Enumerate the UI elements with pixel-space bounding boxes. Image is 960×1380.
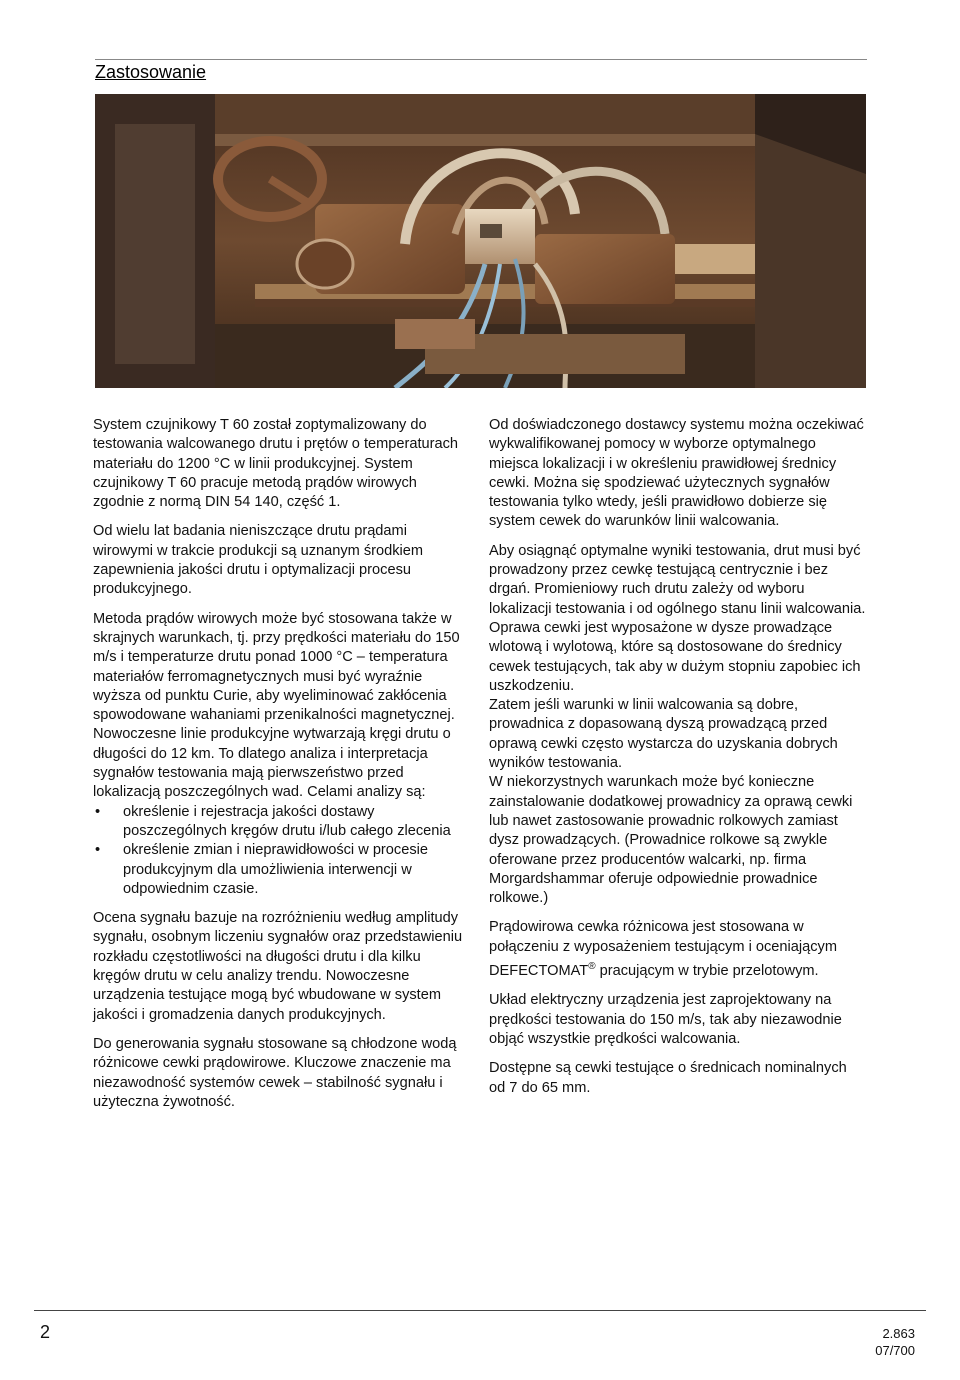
registered-mark: ® xyxy=(588,961,596,973)
industrial-eddy-current-sensor-photo-icon xyxy=(95,94,866,388)
paragraph: W niekorzystnych warunkach może być konieczne zainstalowanie dodatkowej prowadnicy za oprawą cewki lub nawet zastosowanie prowadnic rolkowych zamiast dysz prowadzących. (Prowadnice rolkowe są zwykle oferowane przez producentów walcarki, np. firma Morgardshammar oferuje odpowiednie prowadnice rolkowe.) xyxy=(489,774,853,907)
paragraph: System czujnikowy T 60 został zoptymalizowany do testowania walcowanego drutu i prętów o temperaturach materiału do 1200 °C w linii produkcyjnej. System czujnikowy T 60 pracuje metodą prądów wirowych zgodnie z normą DIN 54 140, część 1. xyxy=(93,417,459,511)
page-number: 2 xyxy=(40,1322,51,1342)
paragraph: Metoda prądów wirowych może być stosowana także w skrajnych warunkach, tj. przy prędkości materiału do 150 m/s i temperaturze drutu ponad 1000 °C – temperatura materiałów ferromagnetycznych musi być wyraźnie wyższa od punktu Curie, aby wyeliminować zakłócenia spowodowane wahaniami przenikalności magnetycznej. xyxy=(93,610,460,724)
paragraph-text: Prądowirowa cewka różnicowa jest stosowana w połączeniu z wyposażeniem testującym i oceniającym DEFECTOMAT xyxy=(489,919,837,980)
list-item xyxy=(93,841,463,899)
page-title: Zastosowanie xyxy=(95,62,207,82)
paragraph: Dostępne są cewki testujące o średnicach nominalnych od 7 do 65 mm. xyxy=(489,1060,847,1096)
right-column xyxy=(489,416,867,1108)
paragraph: Zatem jeśli warunki w linii walcowania są dobre, prowadnica z dopasowaną dyszą prowadzącą przed oprawą cewki często wystarcza do uzyskania dobrych wyników testowania. xyxy=(489,697,838,772)
document-code-line: 07/700 xyxy=(875,1343,915,1358)
analysis-goals-list xyxy=(93,803,463,899)
paragraph xyxy=(489,918,867,981)
document-code-line: 2.863 xyxy=(882,1326,915,1341)
paragraph: Układ elektryczny urządzenia jest zaprojektowany na prędkości testowania do 150 m/s, tak aby niezawodnie objąć wszystkie prędkości walcowania. xyxy=(489,992,842,1047)
bullet-icon: • xyxy=(95,803,101,820)
list-item-text: określenie zmian i nieprawidłowości w procesie produkcyjnym dla umożliwienia interwencji w odpowiednim czasie. xyxy=(123,842,428,897)
bottom-rule xyxy=(34,1310,926,1311)
paragraph: Aby osiągnąć optymalne wyniki testowania, drut musi być prowadzony przez cewkę testującą centrycznie i bez drgań. Promieniowy ruch drutu zależy od wyboru lokalizacji testowania i od ogólnego stanu linii walcowania. Oprawa cewki jest wyposażone w dysze prowadzące wlotową i wylotową, które są dostosowane do średnicy cewek testujących, tak aby w dużym stopniu zapobiec ich uszkodzeniu. xyxy=(489,542,866,694)
paragraph: Od doświadczonego dostawcy systemu można oczekiwać wykwalifikowanej pomocy w wyborze optymalnego miejsca lokalizacji i w określeniu prawidłowej średnicy cewki. Można się spodziewać użytecznych sygnałów testowania tylko wtedy, jeśli prawidłowo dobierze się system cewek do warunków linii walcowania. xyxy=(489,417,864,530)
industrial-sensor-photo xyxy=(95,94,866,388)
bullet-icon: • xyxy=(95,842,101,859)
paragraph: Ocena sygnału bazuje na rozróżnieniu według amplitudy sygnału, osobnym liczeniu sygnałów oraz przedstawieniu rozkładu częstotliwości na długości drutu i dla kilku kręgów drutu w celu analizy trendu. Nowoczesne urządzenia testujące mogą być wbudowane w system jakości i gromadzenia danych produkcyjnych. xyxy=(93,910,463,1023)
top-rule xyxy=(95,59,867,60)
paragraph: Od wielu lat badania nieniszczące drutu prądami wirowymi w trakcie produkcji są uznanym środkiem zapewnienia jakości drutu i optymalizacji procesu produkcyjnego. xyxy=(93,523,424,598)
list-item xyxy=(93,803,463,842)
document-code xyxy=(875,1325,915,1359)
list-item-text: określenie i rejestracja jakości dostawy poszczególnych kręgów drutu i/lub całego zlecenia xyxy=(123,803,451,839)
paragraph: Nowoczesne linie produkcyjne wytwarzają kręgi drutu o długości do 12 km. To dlatego analiza i interpretacja sygnałów testowania mają pierwszeństwo przed lokalizacją poszczególnych wad. Celami analizy są: xyxy=(93,726,451,801)
paragraph: Do generowania sygnału stosowane są chłodzone wodą różnicowe cewki prądowirowe. Kluczowe znaczenie ma niezawodność systemów cewek – stabilność sygnału i użyteczna żywotność. xyxy=(93,1035,457,1110)
paragraph-text: pracującym w trybie przelotowym. xyxy=(595,963,819,980)
left-column xyxy=(93,416,463,1122)
